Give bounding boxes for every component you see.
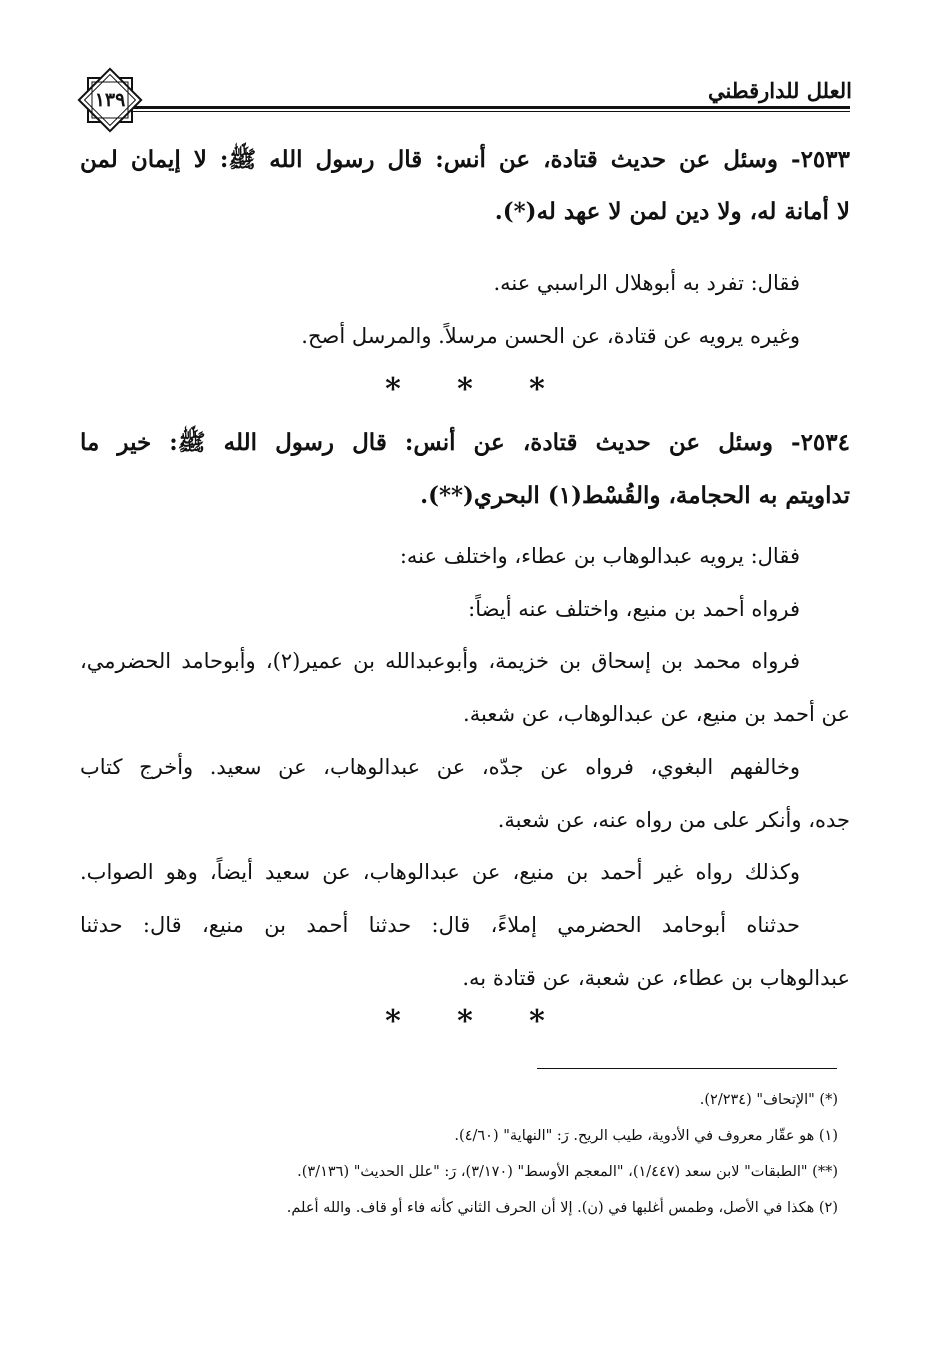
entry-2534-body-line: فرواه أحمد بن منيع، واختلف عنه أيضاً: (468, 597, 800, 621)
entry-2534-body-line: وكذلك رواه غير أحمد بن منيع، عن عبدالوهاب، عن سعيد أيضاً، وهو الصواب. (80, 860, 800, 884)
header-rule-thick (130, 106, 850, 109)
separator-star: * (385, 372, 401, 407)
footnote-rule (537, 1068, 837, 1069)
separator-star: * (529, 372, 545, 407)
footnote: (١) هو عقّار معروف في الأدوية، طيب الريح. رَ: "النهاية" (٤/٦٠). (454, 1128, 838, 1144)
page-number-badge (74, 64, 146, 136)
separator-star: * (385, 1004, 401, 1039)
separator-star: * (457, 1004, 473, 1039)
entry-2534-body-line: حدثناه أبوحامد الحضرمي إملاءً، قال: حدثنا أحمد بن منيع، قال: حدثنا (80, 913, 800, 937)
footnote: (*) "الإتحاف" (٢/٢٣٤). (699, 1092, 838, 1108)
entry-2534-body-line: فقال: يرويه عبدالوهاب بن عطاء، واختلف عنه: (399, 544, 800, 568)
entry-2533-body-line: فقال: تفرد به أبوهلال الراسبي عنه. (493, 271, 800, 295)
page-number: ١٣٩ (94, 89, 126, 111)
entry-2534-title-line-2: تداويتم به الحجامة، والقُسْط(١) البحري(**). (420, 482, 850, 509)
footnote: (**) "الطبقات" لابن سعد (١/٤٤٧)، "المعجم الأوسط" (٣/١٧٠)، رَ: "علل الحديث" (٣/١٣٦). (297, 1164, 838, 1180)
footnote: (٢) هكذا في الأصل، وطمس أغلبها في (ن). إلا أن الحرف الثاني كأنه فاء أو قاف. والله أعلم. (286, 1200, 838, 1216)
section-separator (0, 372, 930, 407)
entry-2534-body-line: جده، وأنكر على من رواه عنه، عن شعبة. (497, 808, 850, 832)
entry-2534-title-line-1: ٢٥٣٤- وسئل عن حديث قتادة، عن أنس: قال رسول الله ﷺ: خير ما (80, 429, 850, 456)
entry-2534-body-line: عن أحمد بن منيع، عن عبدالوهاب، عن شعبة. (463, 702, 850, 726)
section-separator (0, 1004, 930, 1039)
header-rule-thin (130, 111, 850, 112)
entry-2533-title-line-2: لا أمانة له، ولا دين لمن لا عهد له(*). (494, 198, 850, 225)
separator-star: * (529, 1004, 545, 1039)
entry-2533-body-line: وغيره يرويه عن قتادة، عن الحسن مرسلاً. والمرسل أصح. (301, 324, 800, 348)
running-header-title: العلل للدارقطني (708, 78, 852, 103)
entry-2534-body-line: عبدالوهاب بن عطاء، عن شعبة، عن قتادة به. (462, 966, 850, 990)
entry-2533-title-line-1: ٢٥٣٣- وسئل عن حديث قتادة، عن أنس: قال رسول الله ﷺ: لا إيمان لمن (80, 146, 850, 173)
separator-star: * (457, 372, 473, 407)
entry-2534-body-line: فرواه محمد بن إسحاق بن خزيمة، وأبوعبدالله بن عمير(٢)، وأبوحامد الحضرمي، (80, 649, 800, 673)
entry-2534-body-line: وخالفهم البغوي، فرواه عن جدّه، عن عبدالوهاب، عن سعيد. وأخرج كتاب (80, 755, 800, 779)
